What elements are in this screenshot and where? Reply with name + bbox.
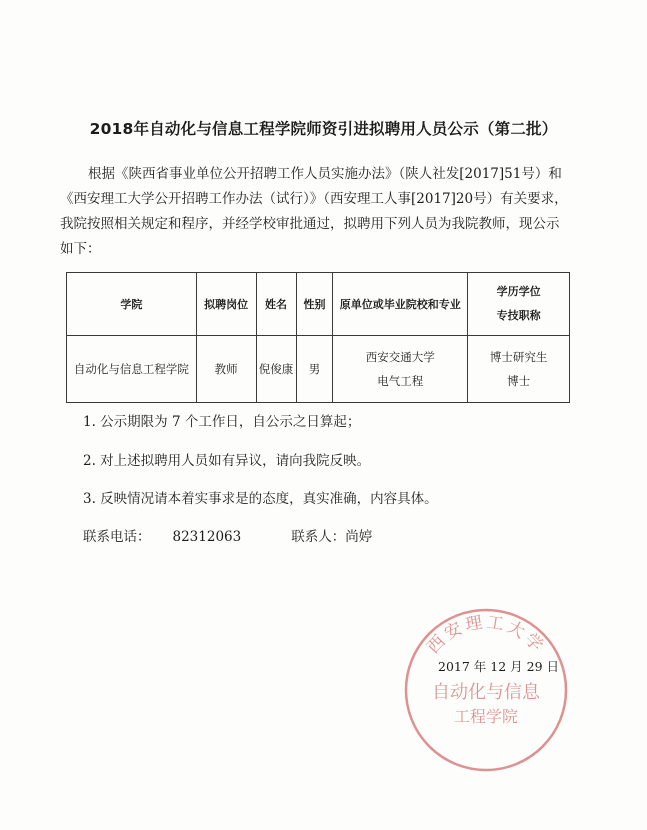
note-item: 3. 反映情况请本着实事求是的态度，真实准确，内容具体。 [83, 491, 438, 507]
header-title-line: 专技职称 [496, 309, 541, 322]
header-degree-line: 学历学位 [496, 285, 541, 298]
note-item: 1. 公示期限为 7 个工作日，自公示之日算起； [83, 414, 361, 430]
table-header-row [67, 273, 570, 336]
contact-person-label: 联系人： [291, 529, 346, 545]
svg-text:工程学院: 工程学院 [453, 707, 519, 726]
intro-line: 《西安理工大学公开招聘工作办法（试行）》（西安理工人事[2017]20号）有关要求， [60, 191, 568, 207]
cell-name: 倪俊康 [256, 336, 296, 403]
candidate-table [66, 272, 570, 403]
cell-origin-school: 西安交通大学 [365, 350, 435, 364]
official-seal-icon [396, 598, 576, 778]
phone-label: 联系电话： [83, 529, 151, 545]
header-degree [468, 273, 570, 336]
document-title: 2018年自动化与信息工程学院师资引进拟聘用人员公示（第二批） [89, 120, 558, 138]
header-name: 姓名 [256, 273, 296, 336]
cell-origin-major: 电气工程 [377, 374, 424, 388]
phone-number: 82312063 [172, 529, 242, 545]
cell-degree-level: 博士研究生 [489, 350, 548, 364]
svg-text:西安理工大学: 西安理工大学 [423, 612, 549, 658]
cell-position: 教师 [196, 336, 256, 403]
note-item: 2. 对上述拟聘用人员如有异议，请向我院反映。 [83, 453, 371, 469]
header-gender: 性别 [296, 273, 333, 336]
cell-degree-title: 博士 [507, 374, 531, 388]
intro-line: 根据《陕西省事业单位公开招聘工作人员实施办法》（陕人社发[2017]51号）和 [88, 166, 562, 182]
intro-line: 如下： [60, 241, 101, 257]
document-date: 2017 年 12 月 29 日 [438, 659, 559, 674]
intro-paragraph [60, 162, 590, 262]
contact-person: 尚婷 [345, 529, 373, 545]
cell-gender: 男 [296, 336, 333, 403]
contact-line [83, 525, 372, 545]
table-row [67, 336, 570, 403]
header-college: 学院 [67, 273, 197, 336]
cell-college: 自动化与信息工程学院 [67, 336, 197, 403]
intro-line: 我院按照相关规定和程序，并经学校审批通过，拟聘用下列人员为我院教师，现公示 [60, 216, 560, 232]
svg-text:自动化与信息: 自动化与信息 [432, 682, 540, 703]
header-origin: 原单位或毕业院校和专业 [333, 273, 468, 336]
cell-degree [468, 336, 570, 403]
header-position: 拟聘岗位 [196, 273, 256, 336]
cell-origin [333, 336, 468, 403]
